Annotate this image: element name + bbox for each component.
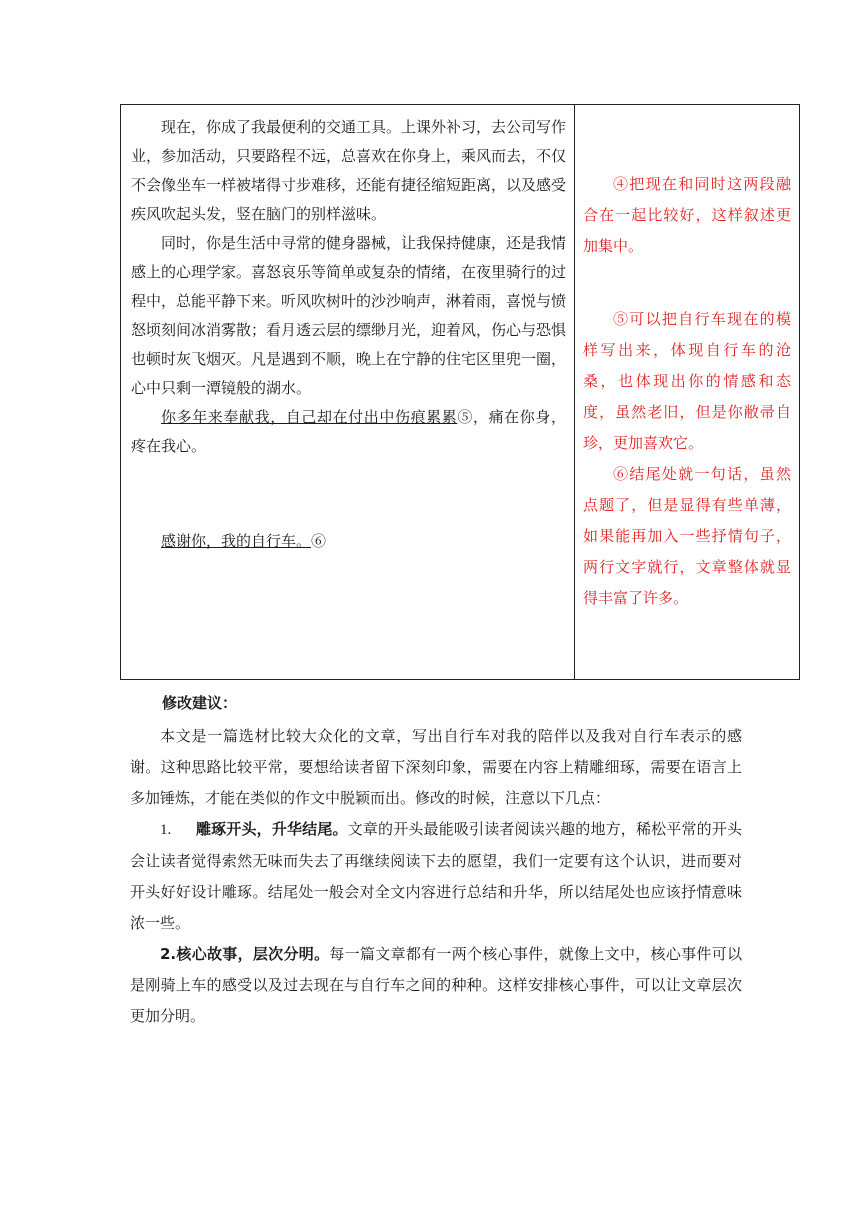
suggestions-intro: 本文是一篇选材比较大众化的文章，写出自行车对我的陪伴以及我对自行车表示的感谢。这种思路比较平常，要想给读者留下深刻印象，需要在内容上精雕细琢，需要在语言上多加锤炼，才能在类似的作文中脱颖而出。修改的时候，注意以下几点： — [130, 727, 742, 807]
suggestions-section — [130, 688, 742, 1032]
item-2-title: 2.核心故事，层次分明。 — [160, 945, 330, 963]
essay-paragraph-1: 现在，你成了我最便利的交通工具。上课外补习，去公司写作业，参加活动，只要路程不远，总喜欢在你身上，乘风而去，不仅不会像坐车一样被堵得寸步难移，还能有捷径缩短距离，以及感受疾风吹起头发，竖在脑门的别样滋味。 — [131, 118, 567, 223]
item-1-text: 文章的开头最能吸引读者阅读兴趣的地方，稀松平常的开头会让读者觉得索然无味而失去了再继续阅读下去的愿望，我们一定要有这个认识，进而要对开头好好设计雕琢。结尾处一般会对全文内容进行总结和升华，所以结尾处也应该抒情意味浓一些。 — [130, 820, 742, 932]
item-1-title: 雕琢开头，升华结尾。 — [195, 820, 348, 838]
essay-comment-table — [120, 104, 800, 680]
underlined-sentence-5: 你多年来奉献我，自己却在付出中伤痕累累 — [161, 408, 458, 426]
essay-paragraph-4 — [131, 527, 566, 556]
annotation-mark-6: ⑥ — [311, 532, 327, 550]
comment-5: ⑤可以把自行车现在的模样写出来，体现自行车的沧桑，也体现出你的情感和态度，虽然老旧，但是你敝帚自珍，更加喜欢它。 — [583, 310, 791, 452]
comment-6: ⑥结尾处就一句话，虽然点题了，但是显得有些单薄，如果能再加入一些抒情句子，两行文字就行，文章整体就显得丰富了许多。 — [583, 465, 791, 607]
essay-paragraph-2: 同时，你是生活中寻常的健身器械，让我保持健康，还是我情感上的心理学家。喜怒哀乐等简单或复杂的情绪，在夜里骑行的过程中，总能平静下来。听风吹树叶的沙沙响声，淋着雨，喜悦与愤怒顷刻间冰消雾散；看月透云层的缥缈月光，迎着风，伤心与恐惧也顿时灰飞烟灭。凡是遇到不顺，晚上在宁静的住宅区里兜一圈，心中只剩一潭镜般的湖水。 — [131, 234, 567, 397]
item-2-text: 每一篇文章都有一两个核心事件，就像上文中，核心事件可以是刚骑上车的感受以及过去现在与自行车之间的种种。这样安排核心事件，可以让文章层次更加分明。 — [130, 945, 742, 1025]
annotation-mark-5: ⑤ — [457, 408, 473, 426]
suggestion-item-1 — [130, 814, 742, 939]
essay-column — [121, 105, 575, 679]
suggestions-heading: 修改建议： — [162, 694, 238, 712]
underlined-sentence-6: 感谢你，我的自行车。 — [161, 532, 312, 550]
essay-paragraph-3 — [131, 403, 566, 461]
item-1-number: 1. — [160, 822, 172, 838]
comment-column — [575, 105, 799, 679]
suggestion-item-2 — [130, 939, 742, 1032]
essay-paragraph-3-rest: ，痛在你身，疼在我心。 — [131, 408, 566, 455]
comment-4: ④把现在和同时这两段融合在一起比较好，这样叙述更加集中。 — [583, 175, 791, 255]
